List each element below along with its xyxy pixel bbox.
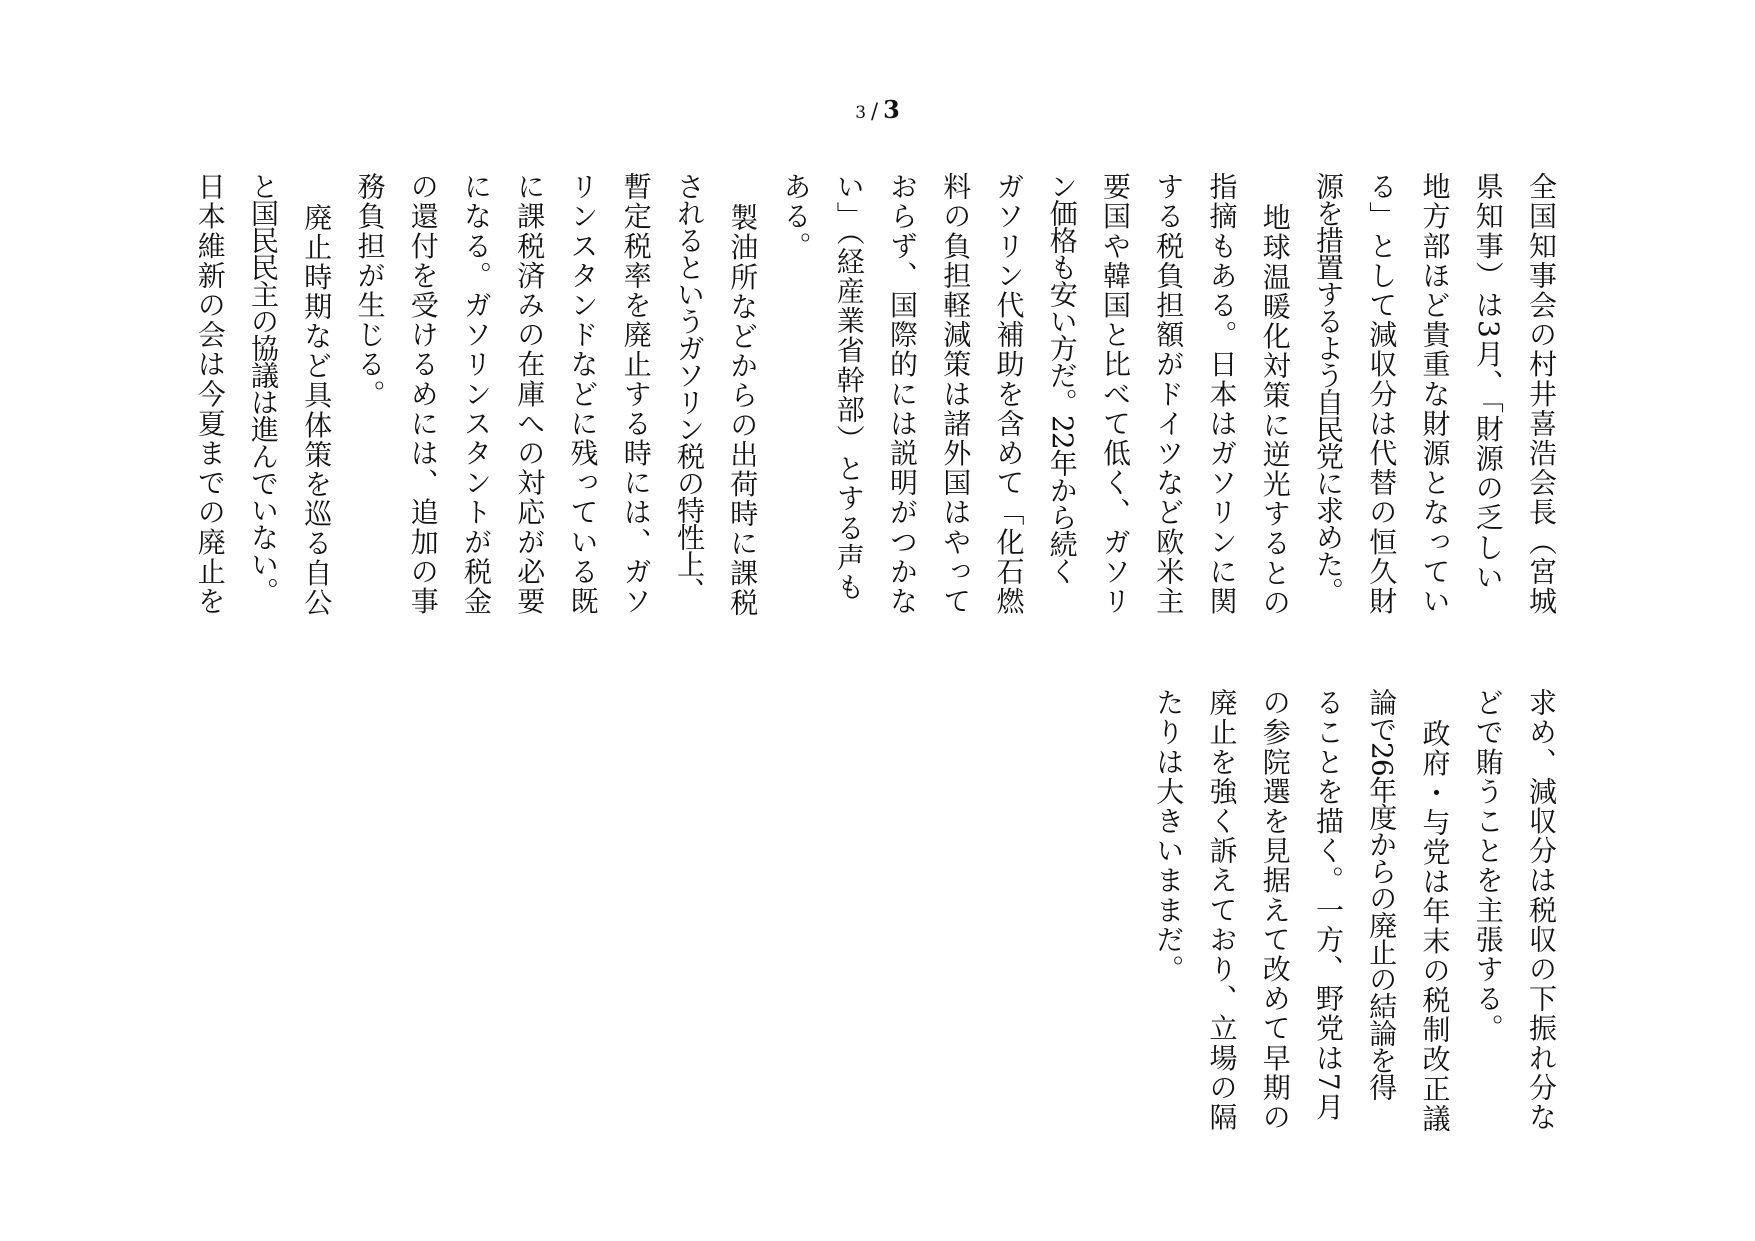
text-line: に課税済みの在庫への対応が必要 [513,172,547,616]
text-line: おらず、国際的には説明がつかな [886,172,919,616]
text-line: 源を措置するよう自民党に求めた。 [1312,172,1345,604]
text-line: 求め、減収分は税収の下振れ分な [1525,688,1558,1132]
text-line: ガソリン代補助を含めて「化石燃 [992,172,1026,616]
page-number-current: 3 [855,103,867,123]
text-line: 廃止を強く訴えており、立場の隔 [1205,688,1239,1132]
text-line: する税負担額がドイツなど欧米主 [1152,172,1186,616]
text-line: 務負担が生じる。 [353,172,387,409]
page-number-total: 3 [883,95,900,124]
text-line: 地方部ほど貴重な財源となってい [1418,172,1452,616]
text-line: 論で26年度からの廃止の結論を得 [1365,688,1399,1100]
text-line: の参院選を見据えて改めて早期の [1258,688,1292,1132]
text-line: 政府・与党は年末の税制改正議 [1418,719,1452,1134]
text-line: になる。ガソリンスタントが税金 [460,172,493,616]
text-line: 地球温暖化対策に逆光するとの [1258,203,1292,618]
text-line: 要国や韓国と比べて低く、ガソリ [1099,172,1132,616]
text-line: 製油所などからの出荷時に課税 [726,203,760,618]
text-line: されるというガソリン税の特性上、 [673,172,706,604]
text-line: 暫定税率を廃止する時には、ガソ [619,172,653,616]
text-line: る」として減収分は代替の恒久財 [1365,172,1399,616]
text-line: 料の負担軽減策は諸外国はやって [939,172,973,616]
text-line: どで賄うことを主張する。 [1471,688,1505,1044]
text-line: 廃止時期など具体策を巡る自公 [300,203,334,618]
text-line: 指摘もある。日本はガソリンに関 [1205,172,1239,616]
text-line: リンスタンドなどに残っている既 [566,172,600,616]
page-number-separator: / [871,99,879,123]
article-upper-tier [184,172,1569,618]
article-lower-tier [1142,688,1568,1134]
text-line: 日本維新の会は今夏までの廃止を [193,172,227,616]
text-line: たりは大きいままだ。 [1152,688,1186,984]
text-line: と国民民主の協議は進んでいない。 [247,172,280,604]
text-line: 県知事）は3月、「財源の乏しい [1471,172,1505,592]
text-line: ある。 [779,172,813,261]
text-line: い」（経産業省幹部）とする声も [832,172,866,602]
text-line: ることを描く。一方、野党は7月 [1312,688,1345,1122]
page-number [0,96,1755,127]
text-line: の還付を受けるめには、追加の事 [406,172,440,616]
text-line: ン価格も安い方だ。22年から続く [1045,172,1079,584]
text-line: 全国知事会の村井喜浩会長（宮城 [1525,172,1558,616]
